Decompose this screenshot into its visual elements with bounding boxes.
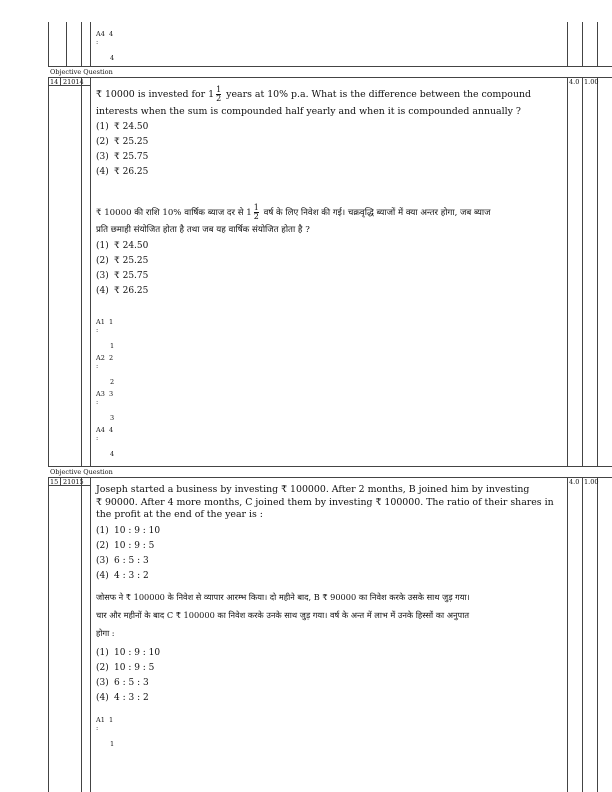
answer-block: A3 3 : 3 [96, 390, 115, 422]
question-text-en [96, 86, 566, 180]
option: (2) 10 : 9 : 5 [96, 540, 155, 551]
grid-line [567, 22, 568, 66]
grid-line [48, 77, 49, 466]
section-label: Objective Question [50, 468, 113, 476]
question-text-line: interests when the sum is compounded half yearly and when it is compounded annually ? [96, 106, 521, 117]
negative-marks: 1.00 [584, 478, 599, 486]
grid-line [60, 477, 61, 485]
answer-choice: 4 [108, 30, 114, 38]
answer-block: A1 1 : 1 [96, 318, 115, 350]
answer-value: 4 [110, 54, 115, 62]
question-text-line: the profit at the end of the year is : [96, 509, 263, 520]
question-serial: 15 [50, 478, 59, 486]
option-list [96, 524, 566, 584]
option-list [96, 239, 566, 299]
fraction-numerator: 1 [216, 85, 222, 94]
fraction-denominator: 2 [216, 94, 222, 103]
option: (1) ₹ 24.50 [96, 241, 149, 251]
grid-line [567, 77, 568, 466]
grid-line [582, 477, 583, 792]
grid-line [90, 77, 91, 466]
answer-label: A4 [96, 30, 105, 38]
grid-line [567, 477, 568, 792]
question-text-part: वर्ष के लिए निवेश की गई। चक्रवृद्धि ब्याजों में क्या अन्तर होगा, जब ब्याज [263, 208, 491, 218]
answer-block: A1 1 : 1 [96, 716, 115, 748]
option-list [96, 120, 566, 180]
grid-line [90, 477, 91, 792]
option: (3) 6 : 5 : 3 [96, 678, 149, 688]
question-text-part: ₹ 10000 की राशि 10% वार्षिक ब्याज दर से 1 [96, 208, 252, 218]
grid-line [66, 22, 67, 66]
option: (3) 6 : 5 : 3 [96, 555, 149, 566]
grid-line [48, 66, 612, 67]
question-text-part: years at 10% p.a. What is the difference between the compound [226, 89, 532, 100]
option: (4) ₹ 26.25 [96, 167, 149, 177]
question-text-line: जोसफ ने ₹ 100000 के निवेश से व्यापार आरम्भ किया। दो महीने बाद, B ₹ 90000 का निवेश करके उसके साथ जुड़ गया। [96, 592, 470, 602]
grid-line [48, 22, 49, 66]
answer-block: A4 4 : 4 [96, 426, 115, 458]
grid-line [597, 77, 598, 466]
section-label: Objective Question [50, 68, 113, 76]
negative-marks: 1.00 [584, 78, 599, 86]
option: (4) 4 : 3 : 2 [96, 693, 149, 703]
option: (2) ₹ 25.25 [96, 256, 149, 266]
option: (3) ₹ 25.75 [96, 152, 149, 162]
question-text-en [96, 484, 566, 584]
option: (1) 10 : 9 : 10 [96, 525, 161, 536]
grid-line [582, 77, 583, 466]
question-marks: 4.0 [569, 78, 580, 86]
option: (1) 10 : 9 : 10 [96, 648, 161, 658]
question-text-hi [96, 588, 566, 706]
fraction-numerator: 1 [253, 203, 259, 212]
question-text-part: ₹ 10000 is invested for 1 [96, 89, 215, 100]
grid-line [48, 77, 612, 78]
grid-line [582, 22, 583, 66]
grid-line [48, 466, 612, 467]
fraction [216, 86, 221, 103]
question-id: 21015 [63, 478, 84, 486]
answer-block: A2 2 : 2 [96, 354, 115, 386]
option: (3) ₹ 25.75 [96, 271, 149, 281]
grid-line [81, 477, 82, 792]
question-marks: 4.0 [569, 478, 580, 486]
grid-line [90, 22, 91, 66]
option: (1) ₹ 24.50 [96, 122, 149, 132]
question-text-hi [96, 204, 566, 299]
option: (4) ₹ 26.25 [96, 286, 149, 296]
question-text-line: Joseph started a business by investing ₹ 100000. After 2 months, B joined him by investing [96, 484, 530, 495]
option: (2) 10 : 9 : 5 [96, 663, 155, 673]
question-text-line: प्रति छमाही संयोजित होता है तथा जब यह वार्षिक संयोजित होता है ? [96, 225, 310, 235]
grid-line [48, 477, 612, 478]
question-text-line: चार और महीनों के बाद C ₹ 100000 का निवेश करके उनके साथ जुड़ गया। वर्ष के अन्त में लाभ में उनके हिस्सों का अनुपात [96, 610, 469, 620]
question-text-line: होगा : [96, 628, 115, 638]
fraction-denominator: 2 [253, 212, 259, 221]
option-list [96, 646, 566, 706]
grid-line [48, 477, 49, 792]
grid-line [597, 22, 598, 66]
grid-line [597, 477, 598, 792]
option: (4) 4 : 3 : 2 [96, 570, 149, 581]
question-text-line: ₹ 90000. After 4 more months, C joined them by investing ₹ 100000. The ratio of their shares in [96, 496, 554, 508]
grid-line [60, 77, 61, 85]
grid-line [81, 22, 82, 66]
question-paper-page [48, 22, 612, 792]
answer-colon: : [96, 38, 99, 46]
question-id: 21014 [63, 78, 84, 86]
question-serial: 14 [50, 78, 59, 86]
fraction [254, 204, 259, 221]
answer-block-top [96, 30, 114, 62]
grid-line [81, 77, 82, 466]
option: (2) ₹ 25.25 [96, 137, 149, 147]
